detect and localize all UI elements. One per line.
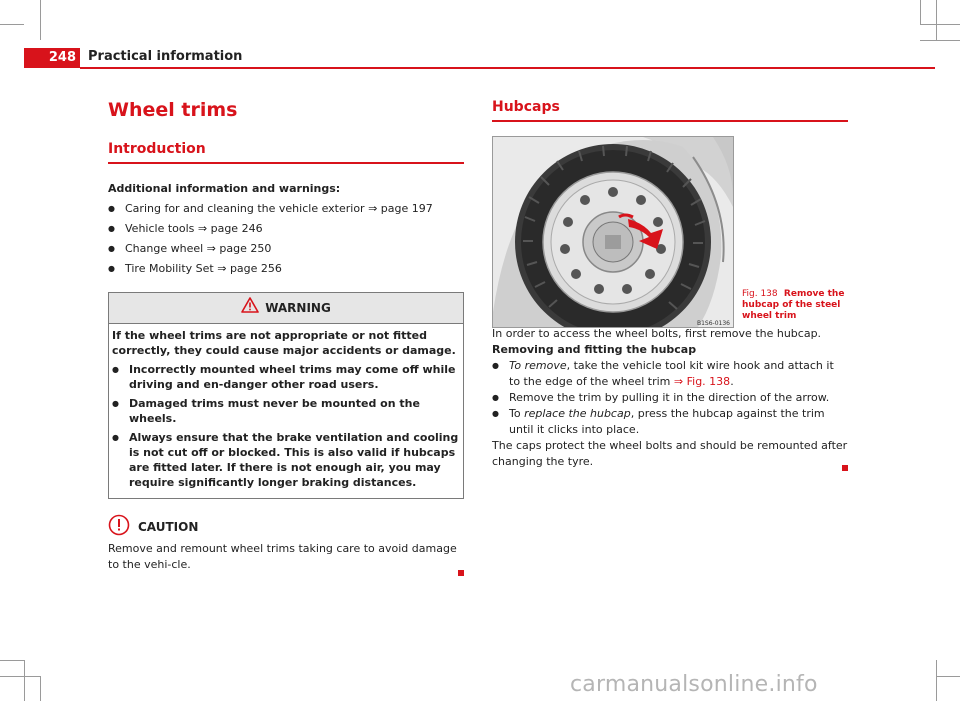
list-item[interactable]: ● Tire Mobility Set ⇒ page 256: [108, 261, 464, 277]
procedure-step: ● Remove the trim by pulling it in the direction of the arrow.: [492, 390, 848, 406]
wheel-hubcap-illustration: [492, 136, 734, 328]
list-item[interactable]: ● Vehicle tools ⇒ page 246: [108, 221, 464, 237]
header-rule: [80, 67, 935, 69]
additional-info-heading: Additional information and warnings:: [108, 182, 341, 195]
warning-box: [108, 292, 464, 499]
figure-reference-link[interactable]: ⇒ Fig. 138: [673, 375, 731, 388]
caution-header: [108, 515, 464, 539]
procedure-heading: Removing and fitting the hubcap: [492, 343, 697, 356]
page-number: 248: [24, 48, 80, 68]
figure-caption-text: Remove the hubcap of the steel wheel trim: [742, 289, 845, 321]
crop-mark: [936, 0, 937, 40]
warning-item: ● Incorrectly mounted wheel trims may come off while driving and en-danger other road users.: [112, 362, 460, 392]
procedure-step: ● To replace the hubcap, press the hubcap against the trim until it clicks into place.: [492, 406, 848, 438]
list-item[interactable]: ● Caring for and cleaning the vehicle exterior ⇒ page 197: [108, 201, 464, 217]
warning-triangle-icon: [241, 294, 259, 324]
figure-caption-label: Fig. 138: [742, 289, 778, 299]
crop-mark: [920, 24, 960, 25]
crop-mark: [40, 0, 41, 40]
section-title: Hubcaps: [492, 99, 560, 115]
section-title: Wheel trims: [108, 99, 238, 121]
warning-item: ● Always ensure that the brake ventilation and cooling is not cut off or blocked. This is also valid if hubcaps are fitted later. If there is not enough air, you may require significantly longer braking distances.: [112, 430, 460, 490]
warning-body: [109, 324, 463, 498]
warning-header: [109, 293, 463, 324]
figure-code: B1S6-0136: [697, 320, 730, 327]
warning-intro: If the wheel trims are not appropriate or not fitted correctly, they could cause major accidents or damage.: [112, 329, 456, 357]
subsection-title: Introduction: [108, 141, 206, 157]
crop-mark: [920, 0, 921, 24]
watermark: carmanualsonline.info: [570, 672, 818, 697]
figure: [492, 136, 848, 326]
warning-label: WARNING: [265, 301, 331, 315]
subsection-rule: [108, 162, 464, 164]
caution-block: [108, 515, 464, 581]
crop-mark: [40, 676, 41, 701]
paragraph: In order to access the wheel bolts, first remove the hubcap.: [492, 327, 822, 340]
crop-mark: [0, 676, 40, 677]
caution-exclamation-icon: [108, 514, 130, 540]
crop-mark: [936, 660, 937, 701]
right-column: [492, 98, 848, 476]
crop-mark: [0, 24, 24, 25]
warning-item: ● Damaged trims must never be mounted on the wheels.: [112, 396, 460, 426]
reference-list: [108, 201, 464, 277]
crop-mark: [936, 676, 960, 677]
caution-label: CAUTION: [138, 520, 199, 534]
running-header-title: Practical information: [88, 49, 243, 64]
left-column: [108, 98, 464, 581]
figure-caption: [742, 289, 850, 322]
procedure-step: ● To remove, take the vehicle tool kit wire hook and attach it to the edge of the wheel trim ⇒ Fig. 138.: [492, 358, 848, 390]
crop-mark: [24, 660, 25, 701]
paragraph: The caps protect the wheel bolts and should be remounted after changing the tyre.: [492, 439, 848, 468]
crop-mark: [920, 40, 960, 41]
list-item[interactable]: ● Change wheel ⇒ page 250: [108, 241, 464, 257]
section-rule: [492, 120, 848, 122]
caution-text: Remove and remount wheel trims taking care to avoid damage to the vehi-cle.: [108, 542, 457, 571]
crop-mark: [0, 660, 24, 661]
